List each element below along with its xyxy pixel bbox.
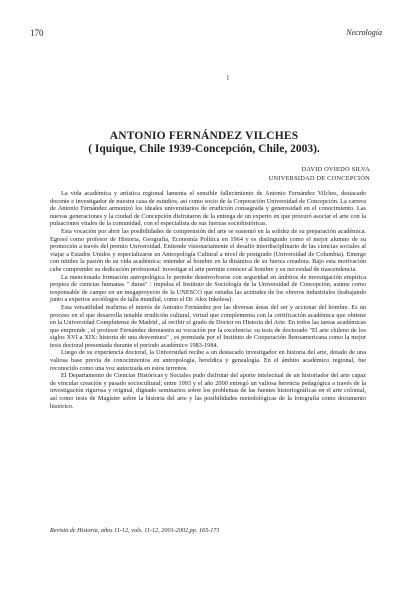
byline [269, 166, 370, 183]
article-title: ANTONIO FERNÁNDEZ VILCHES [109, 130, 299, 142]
author-name: DAVID OVIEDO SILVA [301, 166, 370, 173]
body-paragraph: El Departamento de Ciencias Históricas y Sociales pudo disfrutar del aporte intelectual de un historiador del arte capaz de vincular creación y pasado sociocultural; entre 1993 y el año 2000 entregó un valiosa herencia pedagógica a través de la investigación rigurosa y original, dignado seminarios sobre los problemas de las fuentes historiográficas en el arte colonial, así como tesis de Magíster sobre la historia del arte y las posibilidades metodológicas de la fotografía como documento histórico. [50, 372, 366, 410]
body-paragraph: Esta vocación por abrir las posibilidades de comprensión del arte se sustentó en la solidez de su preparación académica. Egresó como profesor de Historia, Geografía, Economía Política en 1964 y es distinguido como el mejor alumno de su promoción a través del premio Universidad. Entiende visionariamente el desafío interdisciplinario de las ciencias sociales al viajar a Estados Unidos y especializarse en Antropología Cultural a nivel de postgrado (Universidad de Columbia). Emerge con nitidez la pasión de su vida académica: entender al hombre en la dinámica de su fuerza creadora. Bajo esta motivación cabe comprender su dedicación profesional: investigar el arte permite conocer al hombre y su necesidad de trascendencia. [50, 227, 366, 273]
article-subtitle: ( Iquique, Chile 1939-Concepción, Chile, 2003). [88, 143, 320, 155]
page-mark: 1 [226, 74, 230, 82]
page-header [30, 28, 382, 40]
section-tag: Necrología [346, 28, 382, 37]
body-paragraph: Esta versatilidad reafirma el interés de Antonio Fernández por las diversas áreas del ser y accionar del hombre. Es un proceso en el que desarrolla notable erudición cultural, virtud que complementa con la certificación académica que obtiene en la Universidad Complutense de Madrid , al recibir el grado de Doctor en Historia del Arte. En todos las tareas académicas que emprende , el profesor Fernández demuestra su vocación por la excelencia: su tesis de doctorado "El arte chileno de los siglos XVI a XIX: historia de una desventura" , es premiada por el Instituto de Cooperación Iberoamericana como la mejor tesis doctoral presentada durante el periodo académico 1983-1984. [50, 303, 366, 349]
body-paragraph: Luego de su experiencia doctoral, la Universidad recibe a un destacado investigador en historia del arte, dotado de una valiosa base previa de conocimientos en antropología, hereldica y genealogía. En el ámbito académico regional, fue reconocido como una voz autorizada en estos terrenos. [50, 349, 366, 372]
page-footer-citation: Revista de Historia, años 11-12, vols. 11-12, 2001-2002,pp. 165-171 [50, 527, 220, 534]
article-body [50, 190, 366, 410]
body-paragraph: La vida académica y artística regional lamenta el sensible fallecimiento de Antonio Fernández Vilches, destacado docente e investigador de nuestra casa de estudios, así como socio de la Corporación Universidad de Concepción. La carrera de Antonio Fernández armonizó los ideales universitarios de erudición consagrada y generosidad en el conocimiento. Las nuevas generaciones y la ciudad de Concepción disfrutaron de la entrega de un experto en que procuró asociar el arte con la pulsaciones vitales de la comunidad, con el especialista de sus fuerzas sociohistóricas. [50, 190, 366, 228]
body-paragraph: La mencionada formación antropológica le permite desenvolverse con seguridad en ámbitos de investigación empírica propios de ciencias humanas " duras" : impulsa el Instituto de Sociología de la Universidad de Concepción, asume como responsable de campo en un megaproyecto de la UNESCO que estudia las actitudes de los obreros industriales (trabajando junto a expertos sociólogos de talla mundial, como el Dr. Alex Inkeless). [50, 273, 366, 304]
page-number: 170 [30, 28, 44, 38]
article-title-block [0, 130, 408, 155]
author-affiliation: UNIVERSIDAD DE CONCEPCIÓN [268, 174, 370, 182]
